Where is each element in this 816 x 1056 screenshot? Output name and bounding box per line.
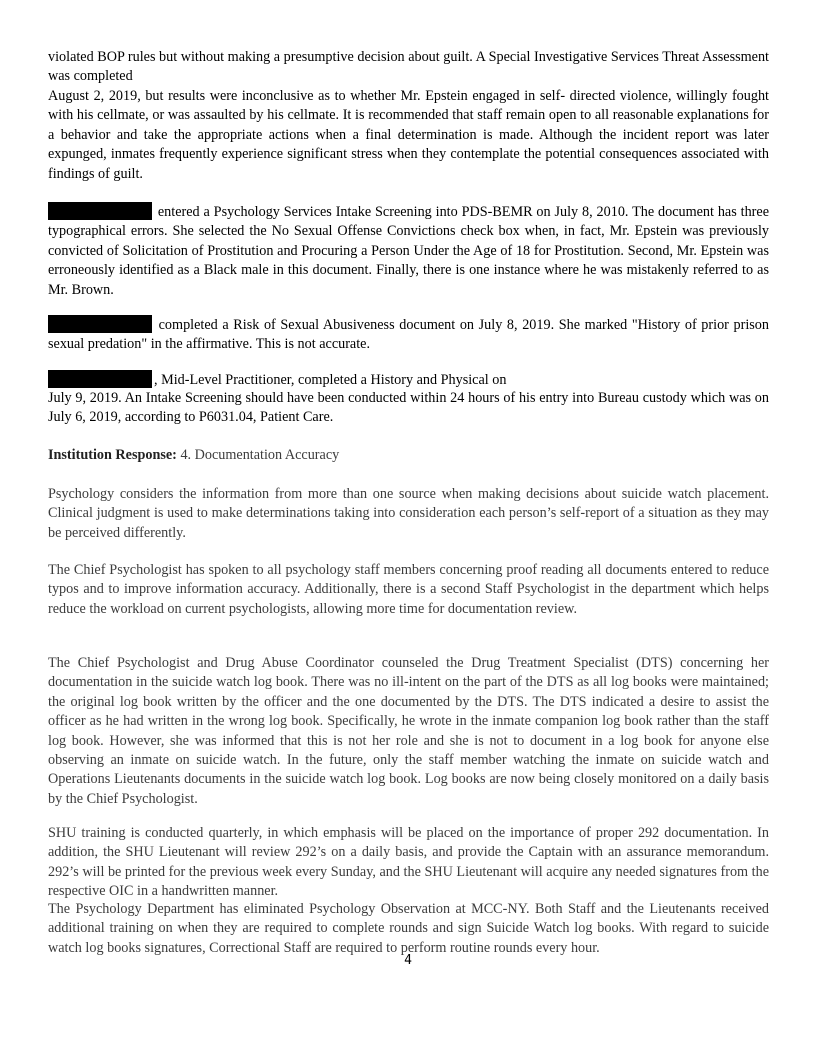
page-number: 4 [404,953,412,968]
paragraph-sexual-abusiveness-text: completed a Risk of Sexual Abusiveness document on July 8, 2019. She marked "History of prior prison sexual predation" in the affirmative. This is not accurate. [48,317,769,353]
response-paragraph-suicide-watch-placement: Psychology considers the information from more than one source when making decisions about suicide watch placement. Clinical judgment is used to make determinations taking into consideration each person’s self-report of a situation as they may be perceived differently. [48,486,769,541]
paragraph-threat-assessment-a: violated BOP rules but without making a presumptive decision about guilt. A Special Investigative Services Threat Assessment was completed [48,49,769,85]
institution-response-heading [48,446,769,465]
institution-response-topic: 4. Documentation Accuracy [176,447,340,463]
response-paragraph-log-book: The Chief Psychologist and Drug Abuse Coordinator counseled the Drug Treatment Specialist (DTS) concerning her documentation in the suicide watch log book. There was no ill-intent on the part of the DTS as all log books were maintained; the original log book written by the officer and the one documented by the DTS. The DTS indicated a desire to assist the officer as he had written in the wrong log book. Specifically, he wrote in the inmate companion log book rather than the staff log book. However, she was informed that this is not her role and she is not to document in a log book for anyone else observing an inmate on suicide watch. In the future, only the staff member watching the inmate on suicide watch and Operations Lieutenants documents in the suicide watch log book. Log books are now being closely monitored on a daily basis by the Chief Psychologist. [48,655,769,807]
redaction-bar [48,315,152,333]
paragraph-history-physical-a-text: , Mid-Level Practitioner, completed a History and Physical on [154,372,507,388]
paragraph-history-physical-a [48,370,769,390]
redaction-bar [48,202,152,220]
paragraph-intake-screening [48,202,769,300]
response-paragraph-psychology-observation: The Psychology Department has eliminated Psychology Observation at MCC-NY. Both Staff and the Lieutenants received additional training on when they are required to complete rounds and sign Suicide Watch log books. With regard to suicide watch log books signatures, Correctional Staff are required to perform routine rounds every hour. [48,901,769,956]
paragraph-sexual-abusiveness [48,315,769,355]
paragraph-history-physical-b: July 9, 2019. An Intake Screening should have been conducted within 24 hours of his entry into Bureau custody which was on July 6, 2019, according to P6031.04, Patient Care. [48,390,769,426]
paragraph-threat-assessment-b: August 2, 2019, but results were inconclusive as to whether Mr. Epstein engaged in self- directed violence, willingly fought with his cellmate, or was assaulted by his cellmate. It is recommended that staff remain open to all reasonable explanations for a behavior and take the appropriate actions when a final determination is made. Although the incident report was later expunged, inmates frequently experience significant stress when they contemplate the potential consequences associated with findings of guilt. [48,88,769,182]
paragraph-intake-screening-text: entered a Psychology Services Intake Screening into PDS-BEMR on July 8, 2010. The document has three typographical errors. She selected the No Sexual Offense Convictions check box when, in fact, Mr. Epstein was previously convicted of Solicitation of Prostitution and Procuring a Person Under the Age of 18 for Prostitution. Second, Mr. Epstein was erroneously identified as a Black male in this document. Finally, there is one instance where he was mistakenly referred to as Mr. Brown. [48,204,769,298]
redaction-bar [48,370,152,388]
response-paragraph-proofreading: The Chief Psychologist has spoken to all psychology staff members concerning proof reading all documents entered to reduce typos and to improve information accuracy. Additionally, there is a second Staff Psychologist in the department which helps reduce the workload on current psychologists, allowing more time for documentation review. [48,562,769,617]
response-paragraph-shu-training: SHU training is conducted quarterly, in which emphasis will be placed on the importance of proper 292 documentation. In addition, the SHU Lieutenant will review 292’s on a daily basis, and provide the Captain with an assurance memorandum. 292’s will be printed for the previous week every Sunday, and the SHU Lieutenant will acquire any needed signatures from the respective OIC in a handwritten manner. [48,825,769,900]
institution-response-label: Institution Response: [48,447,177,463]
